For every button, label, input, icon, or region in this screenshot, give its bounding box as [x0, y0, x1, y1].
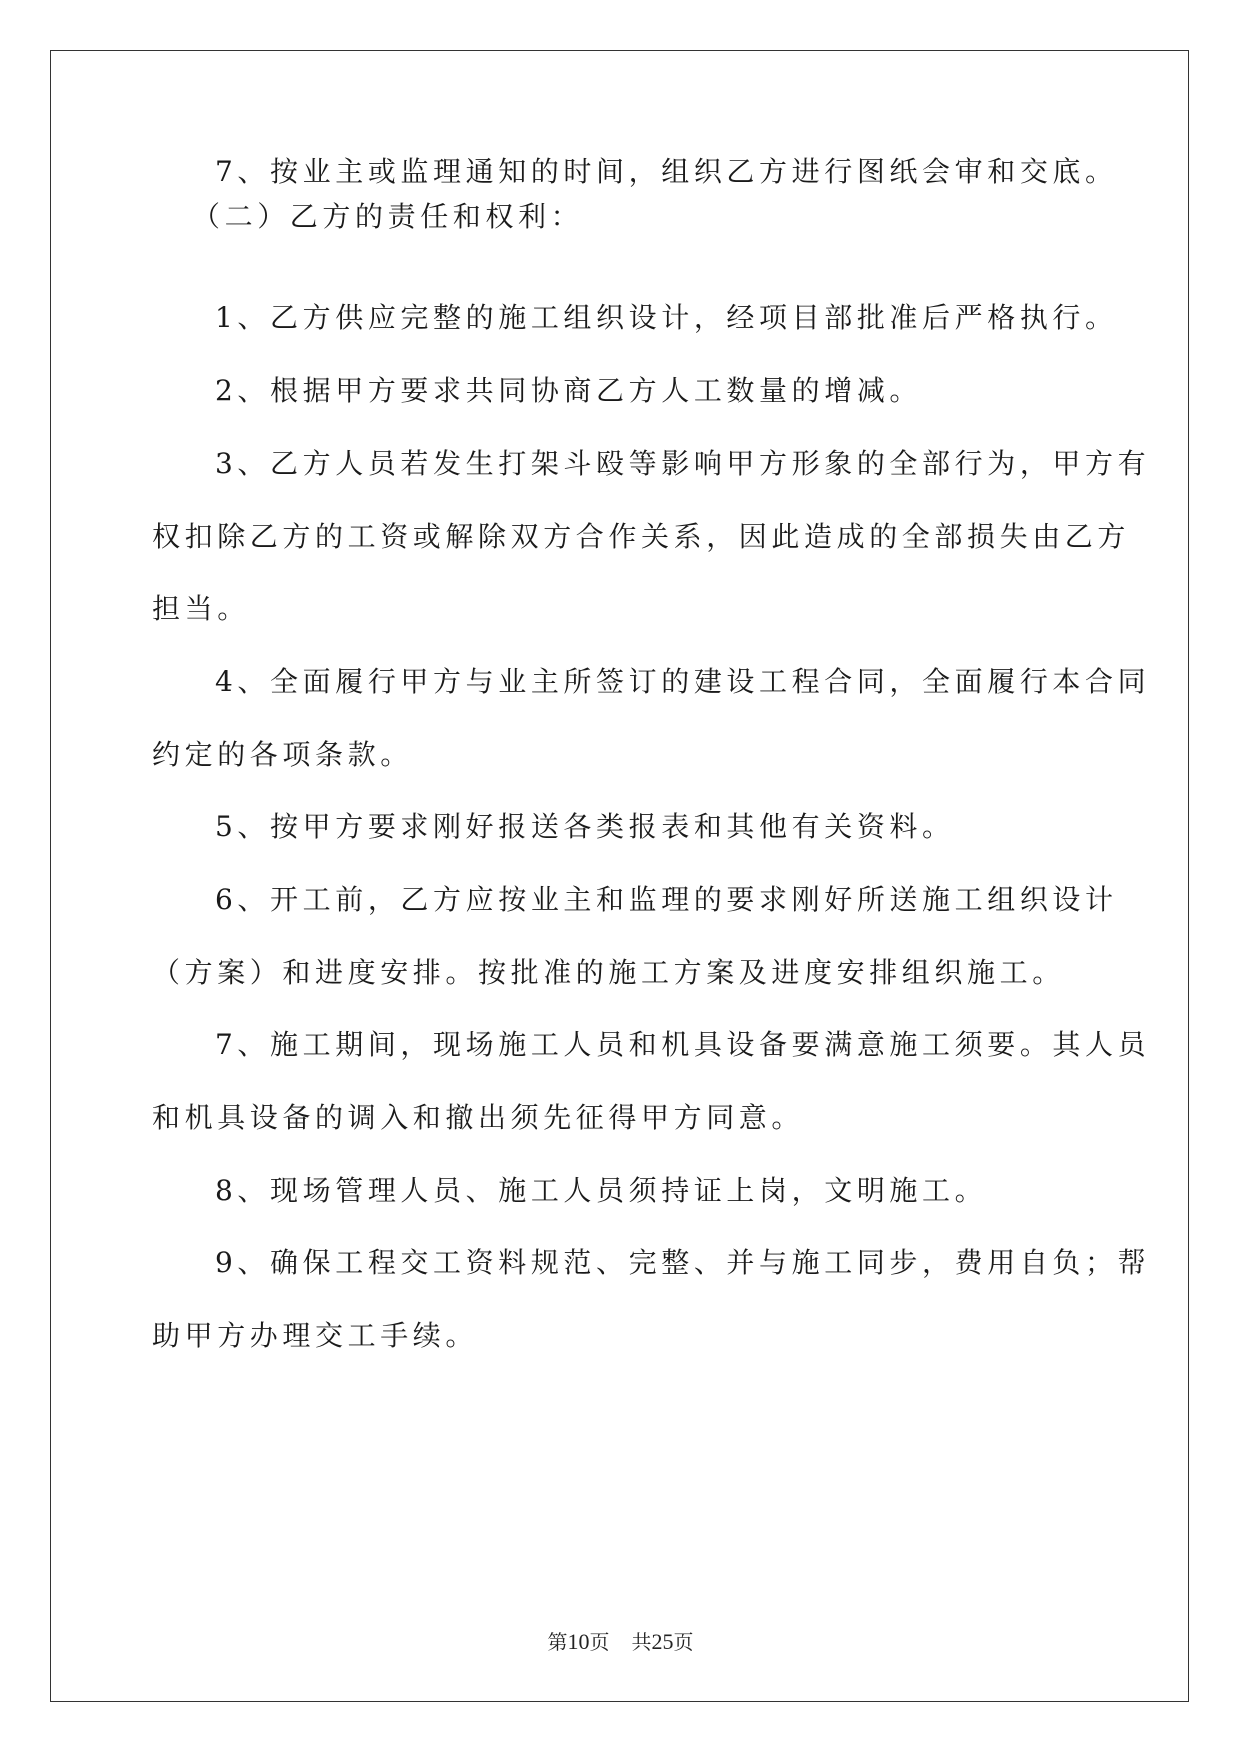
paragraph-line: 6、开工前，乙方应按业主和监理的要求刚好所送施工组织设计: [215, 883, 1118, 916]
total-suffix: 页: [673, 1632, 694, 1654]
page-border: [50, 50, 1189, 1702]
page-prefix: 第: [547, 1632, 568, 1654]
page-suffix: 页: [589, 1632, 610, 1654]
paragraph-line: 4、全面履行甲方与业主所签订的建设工程合同，全面履行本合同: [215, 665, 1151, 698]
paragraph-line: 约定的各项条款。: [152, 738, 413, 771]
section-heading: （二）乙方的责任和权利：: [192, 200, 584, 233]
paragraph-line: 助甲方办理交工手续。: [152, 1319, 479, 1352]
paragraph-line: 担当。: [152, 592, 250, 625]
page-footer: [0, 1631, 1241, 1653]
paragraph-line: 权扣除乙方的工资或解除双方合作关系，因此造成的全部损失由乙方: [152, 520, 1131, 553]
paragraph-line: 5、按甲方要求刚好报送各类报表和其他有关资料。: [215, 810, 955, 843]
total-pages: 25: [651, 1629, 674, 1654]
paragraph-line: 2、根据甲方要求共同协商乙方人工数量的增减。: [215, 374, 923, 407]
paragraph-line: （方案）和进度安排。按批准的施工方案及进度安排组织施工。: [152, 956, 1065, 989]
paragraph-line: 8、现场管理人员、施工人员须持证上岗，文明施工。: [215, 1174, 988, 1207]
paragraph-line: 7、按业主或监理通知的时间，组织乙方进行图纸会审和交底。: [215, 155, 1118, 188]
paragraph-line: 3、乙方人员若发生打架斗殴等影响甲方形象的全部行为，甲方有: [215, 447, 1151, 480]
paragraph-line: 和机具设备的调入和撤出须先征得甲方同意。: [152, 1101, 805, 1134]
paragraph-line: 7、施工期间，现场施工人员和机具设备要满意施工须要。其人员: [215, 1028, 1151, 1061]
total-prefix: 共: [631, 1632, 652, 1654]
paragraph-line: 9、确保工程交工资料规范、完整、并与施工同步，费用自负；帮: [215, 1246, 1151, 1279]
paragraph-line: 1、乙方供应完整的施工组织设计，经项目部批准后严格执行。: [215, 301, 1118, 334]
page-number: 10: [567, 1629, 590, 1654]
